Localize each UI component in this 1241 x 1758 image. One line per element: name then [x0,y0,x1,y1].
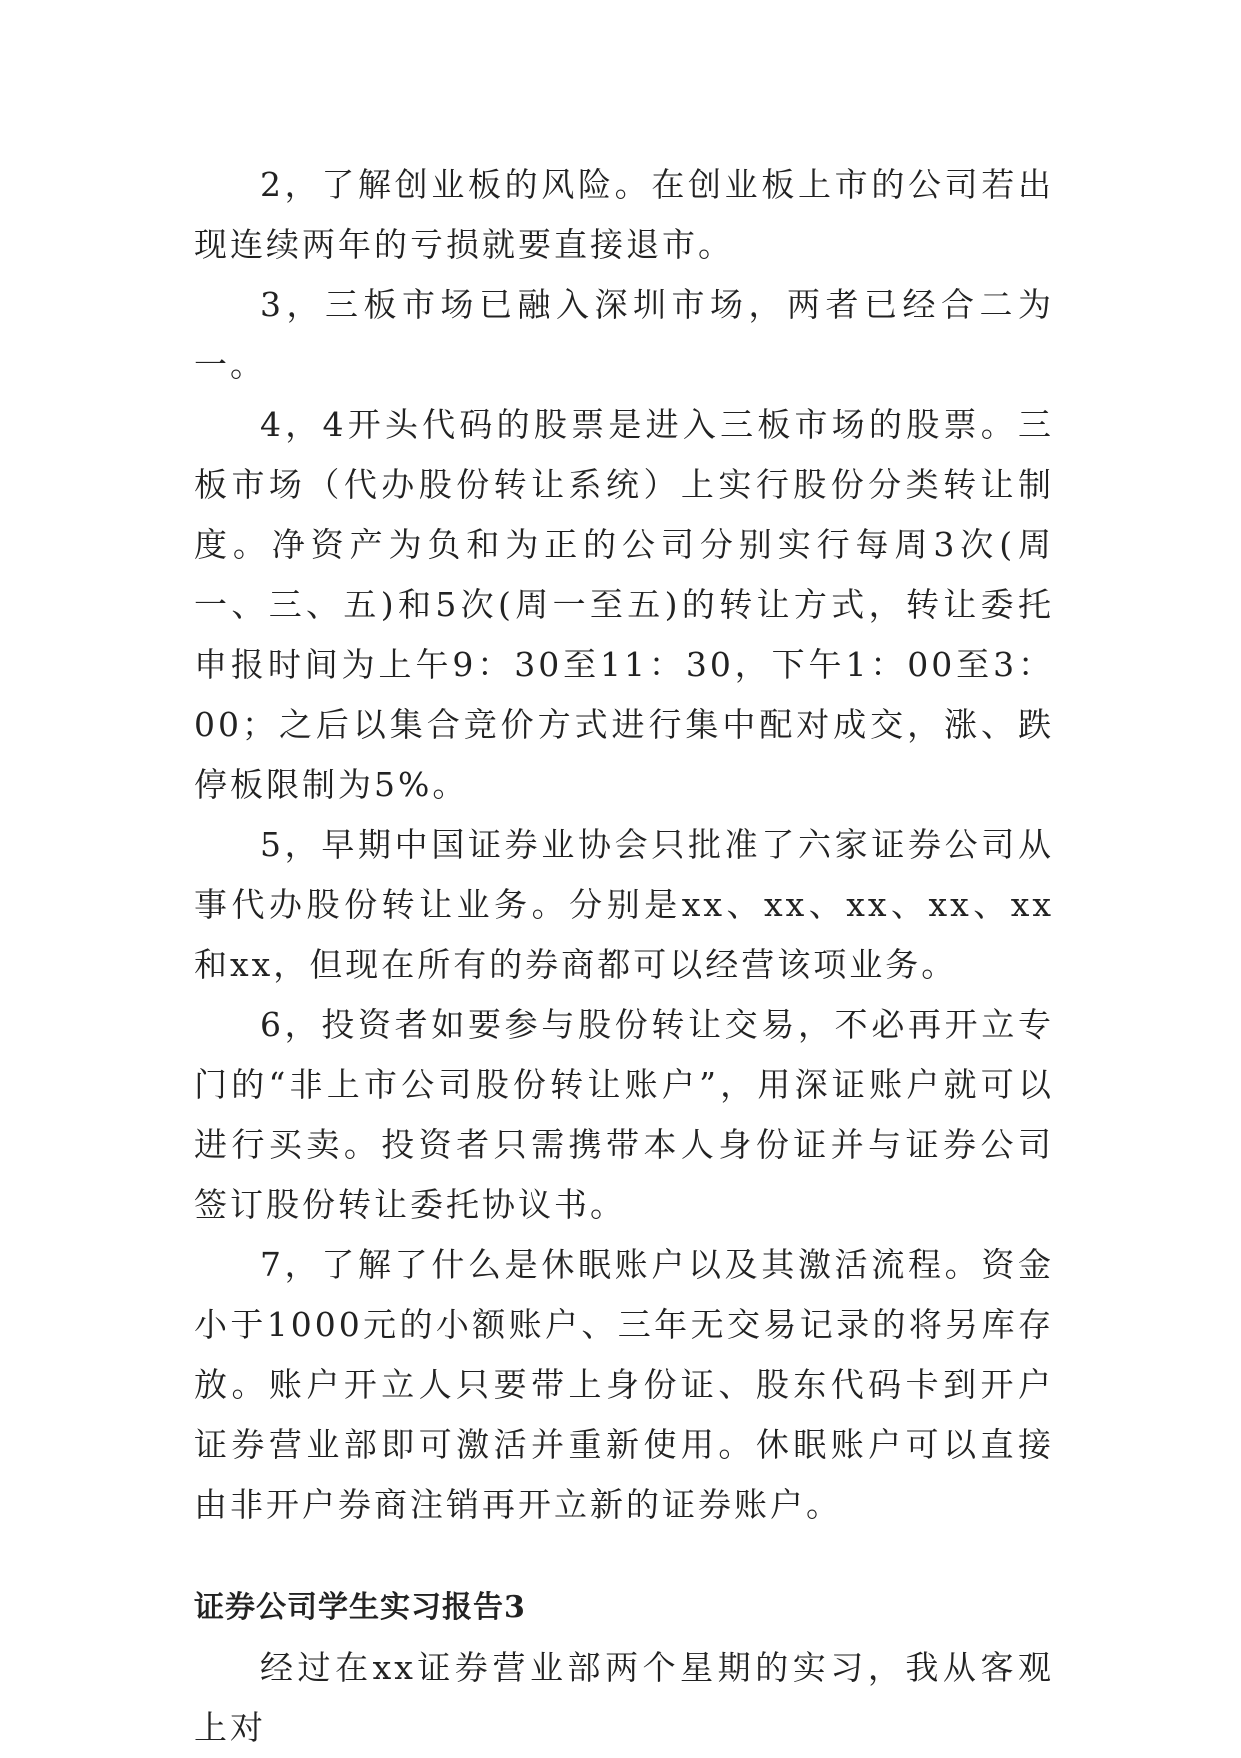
paragraph-item-3: 3，三板市场已融入深圳市场，两者已经合二为一。 [194,285,1054,384]
section-intro-paragraph: 经过在xx证券营业部两个星期的实习，我从客观上对 [194,1648,1054,1747]
document-body [194,155,1054,1758]
paragraph-item-7: 7，了解了什么是休眠账户以及其激活流程。资金小于1000元的小额账户、三年无交易记录的将另库存放。账户开立人只要带上身份证、股东代码卡到开户证券营业部即可激活并重新使用。休眠账户可以直接由非开户券商注销再开立新的证券账户。 [194,1245,1054,1524]
paragraph-item-5: 5，早期中国证券业协会只批准了六家证券公司从事代办股份转让业务。分别是xx、xx、xx、xx、xx和xx，但现在所有的券商都可以经营该项业务。 [194,825,1054,984]
paragraph-item-6: 6，投资者如要参与股份转让交易，不必再开立专门的“非上市公司股份转让账户”，用深证账户就可以进行买卖。投资者只需携带本人身份证并与证券公司签订股份转让委托协议书。 [194,1005,1054,1224]
paragraph-item-4: 4，4开头代码的股票是进入三板市场的股票。三板市场（代办股份转让系统）上实行股份分类转让制度。净资产为负和为正的公司分别实行每周3次(周一、三、五)和5次(周一至五)的转让方式，转让委托申报时间为上午9：30至11：30，下午1：00至3：00；之后以集合竞价方式进行集中配对成交，涨、跌停板限制为5%。 [194,405,1054,804]
paragraph-item-2: 2，了解创业板的风险。在创业板上市的公司若出现连续两年的亏损就要直接退市。 [194,165,1054,264]
section-title: 证券公司学生实习报告3 [194,1590,526,1625]
